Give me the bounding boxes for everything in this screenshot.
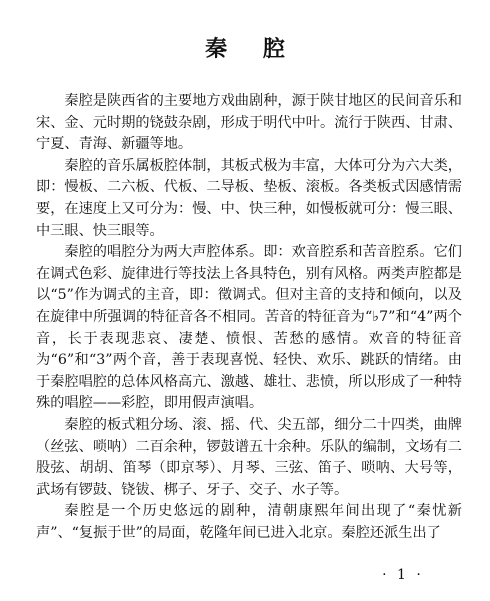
paragraph-1: 秦腔是陕西省的主要地方戏曲剧种，源于陕甘地区的民间音乐和宋、金、元时期的铙鼓杂剧，形成于明代中叶。流行于陕西、甘肃、宁夏、青海、新疆等地。	[36, 93, 462, 153]
paragraph-4: 秦腔的板式粗分场、滚、摇、代、尖五部，细分二十四类，曲牌（丝弦、唢呐）二百余种，锣鼓谱五十余种。乐队的编制，文场有二股弦、胡胡、笛琴（即京琴）、月琴、三弦、笛子、唢呐、大号等，武场有锣鼓、铙钹、梆子、牙子、交子、水子等。	[36, 416, 462, 498]
body-text	[36, 91, 462, 544]
paragraph-3: 秦腔的唱腔分为两大声腔体系。即：欢音腔系和苦音腔系。它们在调式色彩、旋律进行等技法上各具特色，别有风格。两类声腔都是以“5”作为调式的主音，即：徵调式。但对主音的支持和倾向，以及在旋律中所强调的特征音各不相同。苦音的特征音为“♭7”和“4”两个音，长于表现悲哀、凄楚、愤恨、苦愁的感情。欢音的特征音为“6”和“3”两个音，善于表现喜悦、轻快、欢乐、跳跃的情绪。由于秦腔唱腔的总体风格高亢、激越、雄壮、悲愤，所以形成了一种特殊的唱腔——彩腔，即用假声演唱。	[36, 244, 462, 412]
paragraph-2: 秦腔的音乐属板腔体制，其板式极为丰富，大体可分为六大类，即：慢板、二六板、代板、二导板、垫板、滚板。各类板式因感情需要，在速度上又可分为：慢、中、快三种，如慢板就可分：慢三眼、中三眼、快三眼等。	[36, 157, 462, 239]
page-number: · 1 ·	[382, 567, 424, 583]
page-title: 秦 腔	[205, 36, 299, 62]
paragraph-5: 秦腔是一个历史悠远的剧种，清朝康熙年间出现了“秦忧新声”、“复振于世”的局面，乾隆年间已进入北京。秦腔还派生出了	[36, 503, 462, 541]
